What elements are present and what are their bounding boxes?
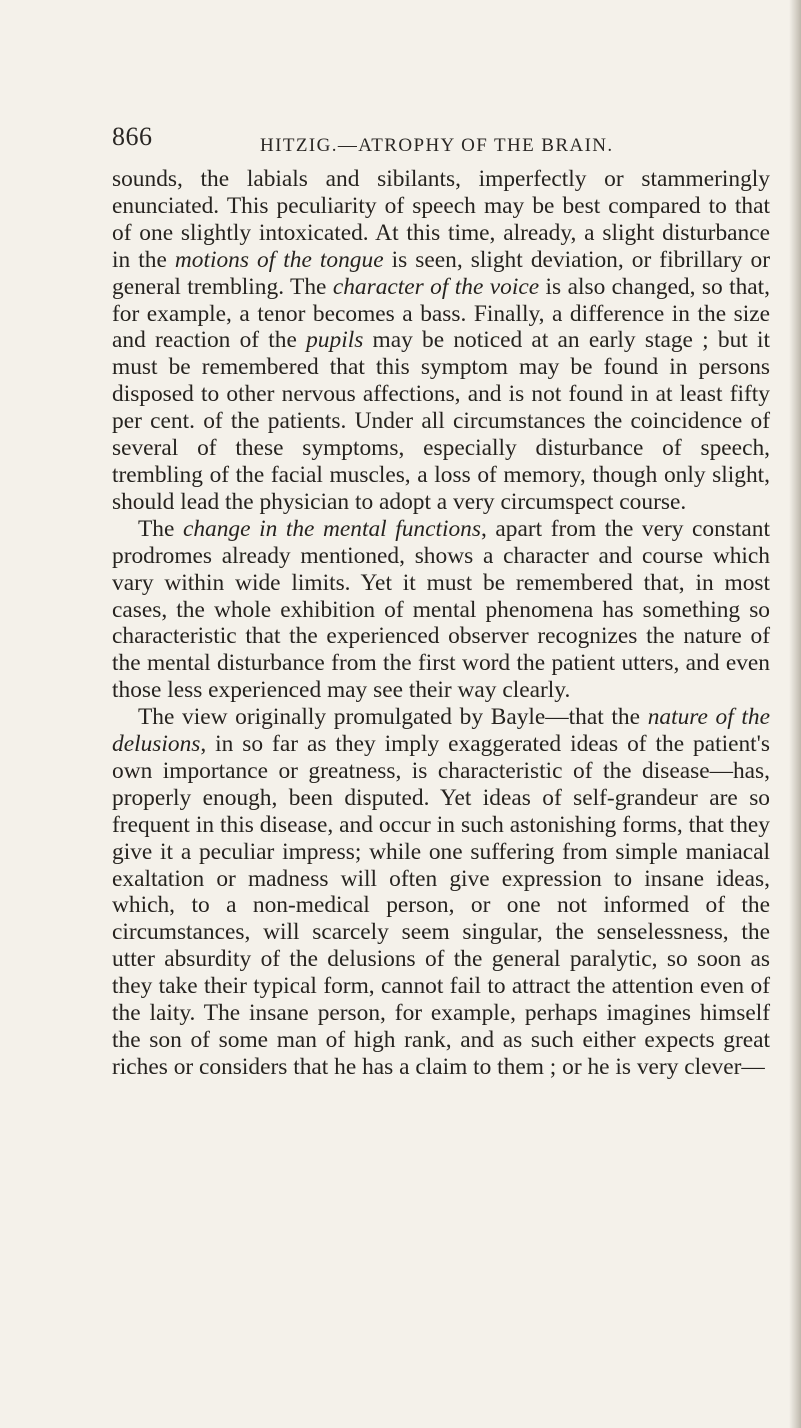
text-segment: sounds, the labials and sibilants, imperfectly or stammeringly enunciated. This peculiarity of speech may be best compared to that of one slightly intoxicated. At this time, already, a slight disturbance in the xyxy=(112,166,770,273)
running-head: HITZIG.—ATROPHY OF THE BRAIN. xyxy=(260,135,614,156)
italic-phrase: change in the mental functions xyxy=(182,515,481,542)
paragraph-1 xyxy=(112,166,770,516)
text-segment: The xyxy=(138,515,183,542)
italic-phrase: character of the voice xyxy=(332,273,540,300)
text-segment: is seen, slight deviation, or fibrillary or general trembling. The xyxy=(112,246,770,300)
body-text xyxy=(112,166,770,1081)
text-segment: , apart from the very constant prodromes already mentioned, shows a character and course which vary within wide limits. Yet it must be remembered that, in most cases, the whole exhibition of mental phenomena has something so characteristic that the experienced observer recognizes the nature of the mental disturbance from the first word the patient utters, and even those less experienced may see their way clearly. xyxy=(112,515,770,704)
paragraph-2 xyxy=(112,516,770,704)
page-number: 866 xyxy=(112,122,153,151)
page-edge-shadow xyxy=(789,0,801,1428)
text-segment: , in so far as they imply exaggerated ideas of the patient's own importance or greatness, is characteristic of the disease—has, properly enough, been disputed. Yet ideas of self-grandeur are so frequent in this disease, and occur in such astonishing forms, that they give it a peculiar impress; while one suffering from simple maniacal exaltation or madness will often give expression to insane ideas, which, to a non-medical person, or one not informed of the circumstances, will scarcely seem singular, the senselessness, the utter absurdity of the delusions of the general paralytic, so soon as they take their typical form, cannot fail to attract the attention even of the laity. The insane person, for example, perhaps imagines himself the son of some man of high rank, and as such either expects great riches or considers that he has a claim to them ; or he is very clever— xyxy=(112,731,770,1080)
paragraph-3 xyxy=(112,704,770,1081)
text-segment: The view originally promulgated by Bayle—that the xyxy=(138,704,648,731)
italic-phrase: pupils xyxy=(306,327,364,354)
text-segment: is also changed, so that, for example, a tenor becomes a bass. Finally, a difference in the size and reaction of the xyxy=(112,273,771,354)
italic-phrase: nature of the delusions xyxy=(112,704,770,758)
page-header xyxy=(0,122,801,162)
text-segment: may be noticed at an early stage ; but it must be remembered that this symptom may be found in persons disposed to other nervous affections, and is not found in at least fifty per cent. of the patients. Under all circumstances the coincidence of several of these symptoms, especially disturbance of speech, trembling of the facial muscles, a loss of memory, though only slight, should lead the physician to adopt a very circumspect course. xyxy=(112,327,771,515)
italic-phrase: motions of the tongue xyxy=(174,246,384,273)
